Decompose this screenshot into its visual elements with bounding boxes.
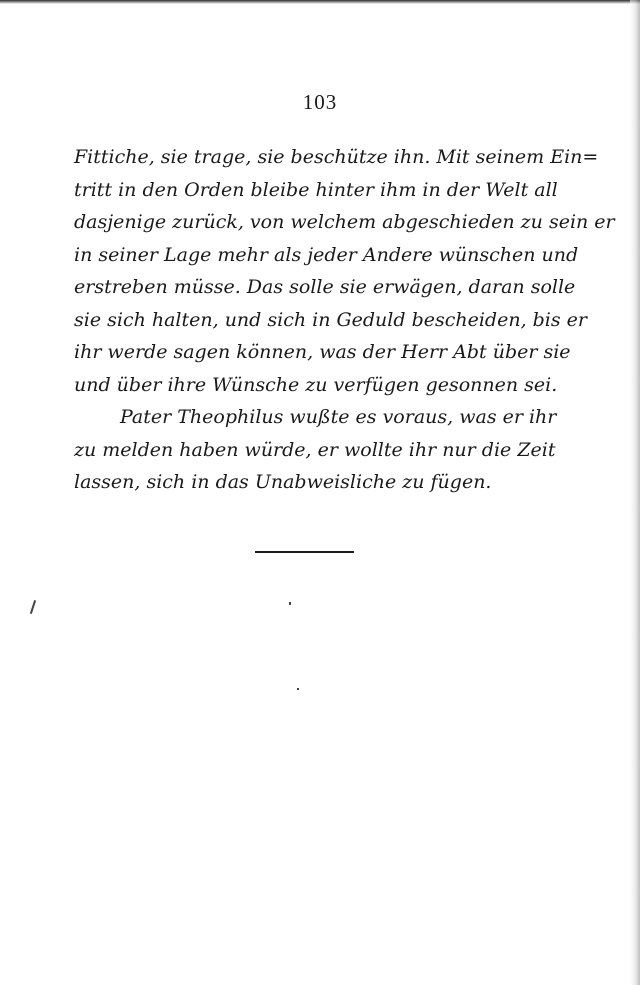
scan-speck (30, 600, 36, 614)
text-line: sie sich halten, und sich in Geduld bescheiden, bis er (74, 308, 587, 331)
scan-speck (289, 602, 291, 605)
text-line: Pater Theophilus wußte es voraus, was er ihr (120, 406, 557, 428)
scan-edge-right (630, 0, 640, 985)
text-line: erstreben müsse. Das solle sie erwägen, daran solle (74, 276, 576, 298)
text-line: ihr werde sagen können, was der Herr Abt über sie (74, 341, 571, 363)
text-line: tritt in den Orden bleibe hinter ihm in der Welt all (74, 178, 558, 201)
section-divider-rule (255, 551, 354, 553)
scan-speck (297, 688, 299, 690)
text-line: dasjenige zurück, von welchem abgeschieden zu sein er (74, 211, 615, 233)
page-number: 103 (302, 90, 338, 114)
text-line: in seiner Lage mehr als jeder Andere wünschen und (74, 243, 579, 266)
body-text (74, 141, 615, 499)
scan-edge-top (0, 0, 640, 4)
paragraph-1 (74, 141, 615, 401)
text-line: Fittiche, sie trage, sie beschütze ihn. Mit seinem Ein= (74, 146, 599, 168)
paragraph-2 (74, 401, 557, 499)
text-line: zu melden haben würde, er wollte ihr nur die Zeit (74, 438, 556, 461)
text-line: und über ihre Wünsche zu verfügen gesonnen sei. (74, 373, 558, 396)
text-line: lassen, sich in das Unabweisliche zu fügen. (74, 471, 492, 493)
